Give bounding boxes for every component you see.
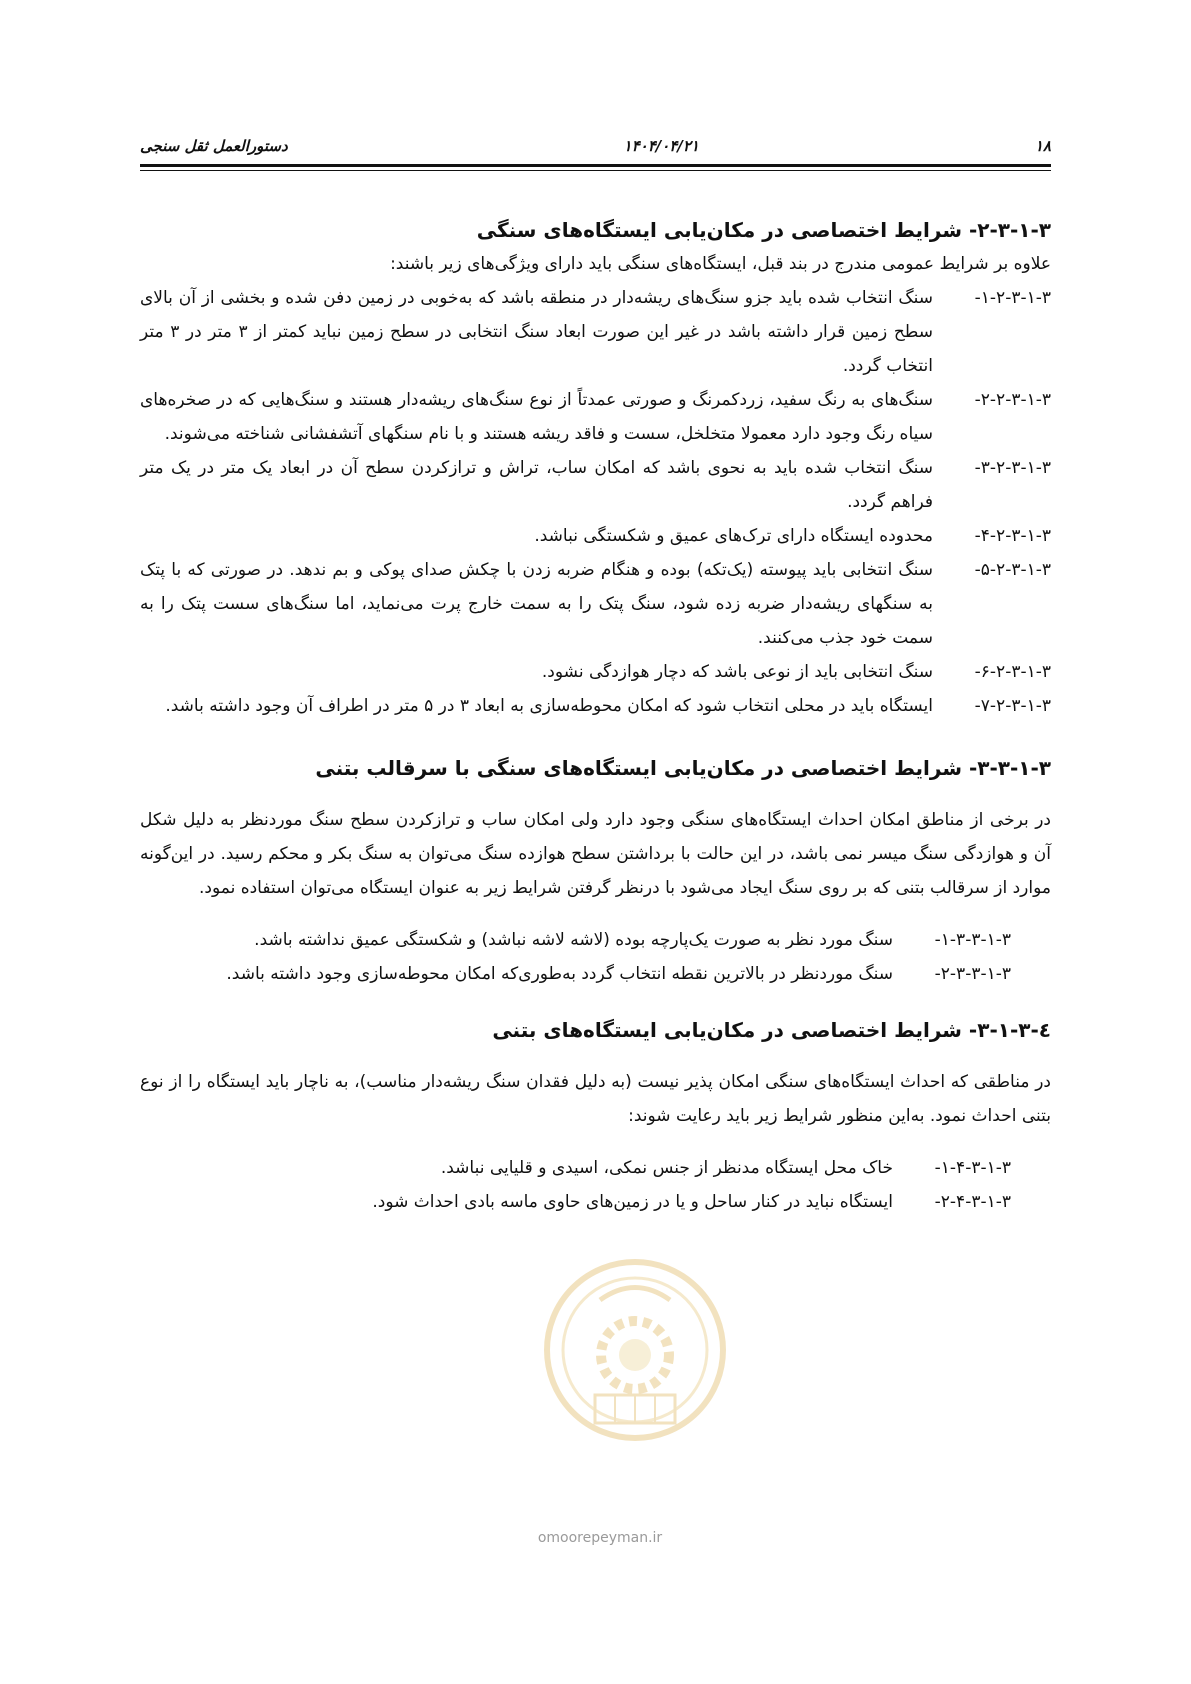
list-item-number: ۱-۴-۳-۱-۳-	[934, 1158, 1011, 1178]
list-item-number: ۵-۲-۳-۱-۳-	[974, 560, 1051, 580]
list-item-number: ۱-۲-۳-۱-۳-	[974, 288, 1051, 308]
page-number: ۱۸	[1034, 137, 1051, 155]
section-intro: علاوه بر شرایط عمومی مندرج در بند قبل، ایستگاه‌های سنگی باید دارای ویژگی‌های زیر باشند:	[390, 254, 1051, 274]
list-item-text: ایستگاه نباید در کنار ساحل و یا در زمین‌های حاوی ماسه بادی احداث شود.	[372, 1192, 893, 1212]
header-rule-thick	[140, 164, 1051, 167]
list-item-number: ۱-۳-۳-۱-۳-	[934, 930, 1011, 950]
list-item-number: ۲-۳-۳-۱-۳-	[934, 964, 1011, 984]
list-item-number: ۲-۲-۳-۱-۳-	[974, 390, 1051, 410]
list-item	[140, 1151, 1011, 1185]
list-item	[140, 281, 1051, 383]
list-item	[140, 519, 1051, 553]
section-heading-stone-stations: ۲-۳-۱-۳- شرایط اختصاصی در مکان‌یابی ایستگاه‌های سنگی	[476, 218, 1051, 242]
running-header	[140, 128, 1051, 164]
section-list-concrete-stations	[140, 1151, 1051, 1219]
list-item	[140, 655, 1051, 689]
section-paragraph: در مناطقی که احداث ایستگاه‌های سنگی امکان پذیر نیست (به دلیل فقدان سنگ ریشه‌دار مناسب)، به ناچار باید ایستگاه را از نوع بتنی احداث نمود. به‌این منظور شرایط زیر باید رعایت شوند:	[140, 1072, 1051, 1126]
list-item	[140, 553, 1051, 655]
list-item	[140, 923, 1011, 957]
section-heading-concrete-stations: ٤-۳-۱-۳- شرایط اختصاصی در مکان‌یابی ایستگاه‌های بتنی	[492, 1018, 1051, 1042]
header-rule-thin	[140, 170, 1051, 171]
section-list-stone-concrete-cap	[140, 923, 1051, 991]
list-item-text: ایستگاه باید در محلی انتخاب شود که امکان محوطه‌سازی به ابعاد ۳ در ۵ متر در اطراف آن وجود داشته باشد.	[165, 696, 933, 716]
list-item-number: ۴-۲-۳-۱-۳-	[974, 526, 1051, 546]
list-item-text: سنگ مورد نظر به صورت یک‌پارچه بوده (لاشه لاشه نباشد) و شکستگی عمیق نداشته باشد.	[254, 930, 893, 950]
header-date: ۱۴۰۴/۰۴/۲۱	[623, 137, 699, 155]
watermark-seal-icon	[540, 1255, 730, 1445]
list-item-number: ۲-۴-۳-۱-۳-	[934, 1192, 1011, 1212]
header-document-title: دستورالعمل ثقل سنجی	[140, 137, 288, 155]
list-item-text: خاک محل ایستگاه مدنظر از جنس نمکی، اسیدی و قلیایی نباشد.	[440, 1158, 893, 1178]
list-item-number: ۳-۲-۳-۱-۳-	[974, 458, 1051, 478]
section-heading-stone-concrete-cap: ۳-۳-۱-۳- شرایط اختصاصی در مکان‌یابی ایستگاه‌های سنگی با سرقالب بتنی	[315, 756, 1051, 780]
list-item	[140, 451, 1051, 519]
list-item-text: محدوده ایستگاه دارای ترک‌های عمیق و شکستگی نباشد.	[534, 526, 933, 546]
list-item-number: ۶-۲-۳-۱-۳-	[974, 662, 1051, 682]
list-item	[140, 383, 1051, 451]
list-item-text: سنگ انتخاب شده باید جزو سنگ‌های ریشه‌دار در منطقه باشد که به‌خوبی در زمین دفن شده و بخشی از آن بالای سطح زمین قرار داشته باشد در غیر این صورت ابعاد سنگ انتخابی در سطح زمین نباید کمتر از ۳ متر در ۳ متر انتخاب گردد.	[140, 288, 933, 376]
list-item	[140, 1185, 1011, 1219]
list-item	[140, 689, 1051, 723]
list-item-text: سنگ موردنظر در بالاترین نقطه انتخاب گردد به‌طوری‌که امکان محوطه‌سازی وجود داشته باشد.	[226, 964, 893, 984]
watermark-site-text: omoorepeyman.ir	[537, 1530, 663, 1546]
list-item-text: سنگ انتخابی باید پیوسته (یک‌تکه) بوده و هنگام ضربه زدن با چکش صدای پوکی و بم ندهد. در صورتی که با پتک به سنگهای ریشه‌دار ضربه زده شود، سنگ پتک را به سمت خارج پرت می‌نماید، اما سنگ‌های سست پتک را به سمت خود جذب می‌کنند.	[140, 560, 933, 648]
list-item-number: ۷-۲-۳-۱-۳-	[974, 696, 1051, 716]
list-item-text: سنگ انتخابی باید از نوعی باشد که دچار هوازدگی نشود.	[541, 662, 933, 682]
section-paragraph: در برخی از مناطق امکان احداث ایستگاه‌های سنگی وجود دارد ولی امکان ساب و ترازکردن سطح سنگ موردنظر به دلیل شکل آن و هوازدگی سنگ میسر نمی باشد، در این حالت با برداشتن سطح هوازده سنگ می‌توان به سنگ بکر و محکم رسید. در این‌گونه موارد از سرقالب بتنی که بر روی سنگ ایجاد می‌شود با درنظر گرفتن شرایط زیر به عنوان ایستگاه می‌توان استفاده نمود.	[140, 810, 1051, 898]
page-content	[140, 205, 1051, 1219]
list-item-text: سنگ‌های به رنگ سفید، زردکمرنگ و صورتی عمدتاً از نوع سنگ‌های ریشه‌دار هستند و سنگ‌هایی که در صخره‌های سیاه رنگ وجود دارد معمولا متخلخل، سست و فاقد ریشه هستند و با نام سنگهای آتشفشانی شناخته می‌شوند.	[140, 390, 933, 444]
list-item	[140, 957, 1011, 991]
list-item-text: سنگ انتخاب شده باید به نحوی باشد که امکان ساب، تراش و ترازکردن سطح آن در ابعاد یک متر در یک متر فراهم گردد.	[140, 458, 933, 512]
section-list-stone-stations	[140, 281, 1051, 723]
